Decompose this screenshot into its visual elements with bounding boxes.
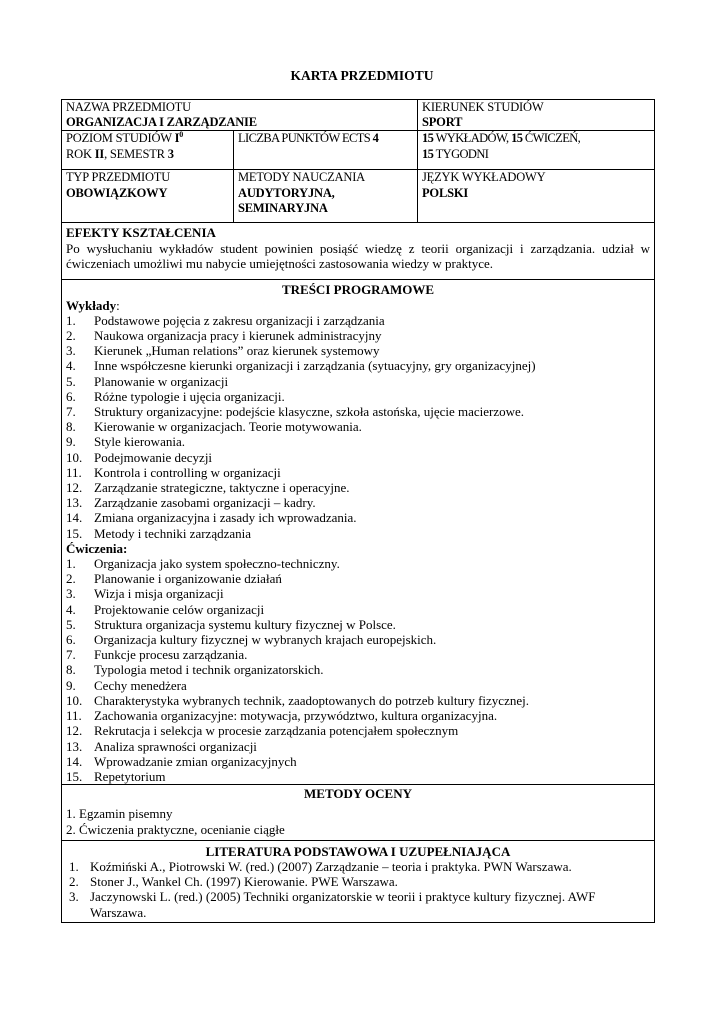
cell-literature [62,840,655,922]
subject-name-value: ORGANIZACJA I ZARZĄDZANIE [66,115,257,130]
exercise-item-text: Projektowanie celów organizacji [94,601,265,617]
weeks-label: TYGODNI [433,146,489,161]
type-value: OBOWIĄZKOWY [66,185,168,200]
exercise-item-number: 14. [66,753,83,769]
lectures-heading-line [66,298,650,313]
literature-list [66,859,650,920]
cell-field-of-study [418,100,655,131]
lecture-item-number: 14. [66,510,83,526]
literature-item [66,859,650,874]
cell-learning-outcomes [62,223,655,280]
lecture-item [66,465,650,480]
exercise-item-number: 6. [66,632,76,648]
exercise-item-text: Wprowadzanie zmian organizacyjnych [94,753,297,769]
exercises-count: 15 [511,131,523,146]
hours-line-2 [422,147,650,162]
lecture-item-number: 1. [66,312,76,328]
literature-item [66,889,650,919]
exercise-item [66,708,650,723]
lecture-item [66,374,650,389]
exercise-item-number: 12. [66,723,83,739]
lecture-item-number: 10. [66,449,83,465]
lecture-item-text: Zarządzanie strategiczne, taktyczne i operacyjne. [94,480,350,496]
teaching-methods-value-1: AUDYTORYJNA, [238,185,335,200]
lecture-item-text: Style kierowania. [94,434,185,450]
cell-type [62,170,234,223]
literature-item-number: 2. [69,874,79,890]
lecture-item [66,450,650,465]
exercise-item-number: 9. [66,677,76,693]
lecture-item [66,495,650,510]
lecture-item-number: 11. [66,464,82,480]
lecture-item-text: Struktury organizacyjne: podejście klasyczne, szkoła astońska, ujęcie macierzowe. [94,404,525,420]
lecture-item [66,480,650,495]
ects-value: 4 [372,131,379,146]
literature-item-text: Jaczynowski L. (red.) (2005) Techniki organizatorskie w teorii i praktyce kultury fizycznej. AWF Warszawa. [90,889,596,920]
learning-outcomes-heading: EFEKTY KSZTAŁCENIA [66,225,216,241]
exercise-item-number: 4. [66,601,76,617]
level-label: POZIOM STUDIÓW [66,131,175,146]
row-learning-outcomes [62,223,655,280]
lecture-item-text: Planowanie w organizacji [94,373,229,389]
exercise-item [66,723,650,738]
exercise-item [66,617,650,632]
lecture-item-number: 9. [66,434,76,450]
weeks-count: 15 [422,146,434,161]
row-subject-name [62,100,655,131]
lecture-item-number: 7. [66,404,76,420]
lecture-item-text: Podejmowanie decyzji [94,449,213,465]
lecture-item-number: 3. [66,343,76,359]
cell-ects [234,131,418,170]
literature-item-number: 3. [69,889,79,905]
exercises-label: ĆWICZEŃ, [522,131,581,146]
exercise-item-text: Funkcje procesu zarządzania. [94,647,248,663]
level-sup: 0 [179,130,184,140]
exercise-item [66,662,650,677]
exercise-item-text: Organizacja kultury fizycznej w wybranych krajach europejskich. [94,632,437,648]
exercise-item-text: Planowanie i organizowanie działań [94,571,282,587]
lecture-item-text: Różne typologie i ujęcia organizacji. [94,388,285,404]
row-type [62,170,655,223]
row-assessment [62,785,655,841]
cell-level [62,131,234,170]
lecture-item [66,313,650,328]
lecture-item [66,510,650,525]
cell-language [418,170,655,223]
lecture-item-text: Naukowa organizacja pracy i kierunek administracyjny [94,328,382,344]
exercise-item [66,769,650,784]
exercise-item-text: Wizja i misja organizacji [94,586,224,602]
exercises-heading: Ćwiczenia: [66,540,128,556]
exercise-item-number: 15. [66,768,83,784]
cell-subject-name [62,100,418,131]
lecture-item-text: Zarządzanie zasobami organizacji – kadry. [94,495,316,511]
lectures-heading: Wykłady [66,297,117,313]
exercise-item-text: Organizacja jako system społeczno-techniczny. [94,556,340,572]
literature-item-text: Stoner J., Wankel Ch. (1997) Kierowanie. PWE Warszawa. [90,874,398,890]
assessment-heading: METODY OCENY [304,786,412,802]
lecture-item [66,419,650,434]
level-value: I [174,131,180,146]
lectures-count: 15 [422,131,434,146]
lecture-item [66,389,650,404]
lecture-item-text: Kierunek „Human relations” oraz kierunek systemowy [94,343,380,359]
lecture-item-number: 5. [66,373,76,389]
lecture-item [66,404,650,419]
exercise-item [66,632,650,647]
exercise-item [66,754,650,769]
lecture-item-text: Kierowanie w organizacjach. Teorie motywowania. [94,419,362,435]
cell-hours [418,131,655,170]
teaching-methods-label: METODY NAUCZANIA [238,170,366,185]
exercise-item-number: 2. [66,571,76,587]
language-value: POLSKI [422,185,469,200]
exercise-item-text: Struktura organizacja systemu kultury fizycznej w Polsce. [94,616,396,632]
row-program-content [62,280,655,785]
language-label: JĘZYK WYKŁADOWY [422,170,546,185]
level-line [66,131,229,146]
exercise-item-text: Cechy menedżera [94,677,187,693]
lecture-item-text: Podstawowe pojęcia z zakresu organizacji i zarządzania [94,312,385,328]
subject-name-label: NAZWA PRZEDMIOTU [66,100,191,114]
exercise-item-text: Charakterystyka wybranych technik, zaadoptowanych do potrzeb kultury fizycznej. [94,692,529,708]
cell-program-content [62,280,655,785]
exercise-item-text: Zachowania organizacyjne: motywacja, przywództwo, kultura organizacyjna. [94,708,498,724]
lectures-heading-colon: : [116,297,120,313]
lecture-item [66,343,650,358]
course-card-table [61,99,655,923]
assessment-item: 2. Ćwiczenia praktyczne, ocenianie ciągłe [66,821,285,837]
year-value: II [94,146,105,161]
lecture-item [66,328,650,343]
lectures-list [66,313,650,541]
cell-assessment [62,785,655,841]
lecture-item-number: 8. [66,419,76,435]
lecture-item-text: Kontrola i controlling w organizacji [94,464,281,480]
assessment-item: 1. Egzamin pisemny [66,806,173,822]
year-label: ROK [66,146,95,161]
lecture-item-number: 12. [66,480,83,496]
lectures-label: WYKŁADÓW, [433,131,512,146]
exercise-item [66,678,650,693]
exercise-item-number: 8. [66,662,76,678]
page-title: KARTA PRZEDMIOTU [290,68,434,83]
exercise-item-number: 10. [66,692,83,708]
literature-item [66,874,650,889]
exercise-item-text: Rekrutacja i selekcja w procesie zarządzania potencjałem społecznym [94,723,459,739]
exercise-item [66,647,650,662]
hours-line-1 [422,131,650,146]
field-of-study-label: KIERUNEK STUDIÓW [422,100,544,114]
exercise-item-number: 7. [66,647,76,663]
exercise-item-number: 5. [66,616,76,632]
lecture-item [66,434,650,449]
lecture-item-text: Inne współczesne kierunki organizacji i zarządzania (sytuacyjny, gry organizacyjnej) [94,358,536,374]
exercise-item-number: 3. [66,586,76,602]
lecture-item-number: 2. [66,328,76,344]
exercise-item [66,602,650,617]
program-content-heading: TREŚCI PROGRAMOWE [281,282,435,298]
cell-teaching-methods [234,170,418,223]
learning-outcomes-text: Po wysłuchaniu wykładów student powinien posiąść wiedzę z teorii organizacji i zarządzania. udział w ćwiczeniach umożliwi mu nabycie umiejętności zastosowania wiedzy w praktyce. [66,240,650,271]
exercise-item [66,556,650,571]
exercise-item [66,571,650,586]
exercise-item-number: 1. [66,556,76,572]
exercise-item-text: Analiza sprawności organizacji [94,738,257,754]
ects-line [238,131,413,146]
row-literature [62,840,655,922]
teaching-methods-value-2: SEMINARYJNA [238,200,328,215]
semester-label: , SEMESTR [104,146,168,161]
exercises-list [66,556,650,784]
lecture-item-text: Metody i techniki zarządzania [94,525,252,541]
lecture-item [66,358,650,373]
literature-item-number: 1. [69,858,79,874]
exercise-item-text: Typologia metod i technik organizatorskich. [94,662,324,678]
exercise-item [66,586,650,601]
field-of-study-value: SPORT [422,115,463,130]
exercise-item-number: 13. [66,738,83,754]
lecture-item [66,526,650,541]
exercise-item [66,739,650,754]
lecture-item-number: 13. [66,495,83,511]
exercise-item [66,693,650,708]
type-label: TYP PRZEDMIOTU [66,170,171,185]
literature-heading: LITERATURA PODSTAWOWA I UZUPEŁNIAJĄCA [205,843,511,859]
literature-item-text: Koźmiński A., Piotrowski W. (red.) (2007) Zarządzanie – teoria i praktyka. PWN Warszawa. [90,858,572,874]
lecture-item-text: Zmiana organizacyjna i zasady ich wprowadzania. [94,510,357,526]
exercise-item-number: 11. [66,708,82,724]
year-semester-line [66,147,229,162]
semester-value: 3 [167,146,174,161]
lecture-item-number: 4. [66,358,76,374]
row-level [62,131,655,170]
lecture-item-number: 15. [66,525,83,541]
lecture-item-number: 6. [66,388,76,404]
ects-label: LICZBA PUNKTÓW ECTS [238,131,373,146]
exercise-item-text: Repetytorium [94,768,166,784]
